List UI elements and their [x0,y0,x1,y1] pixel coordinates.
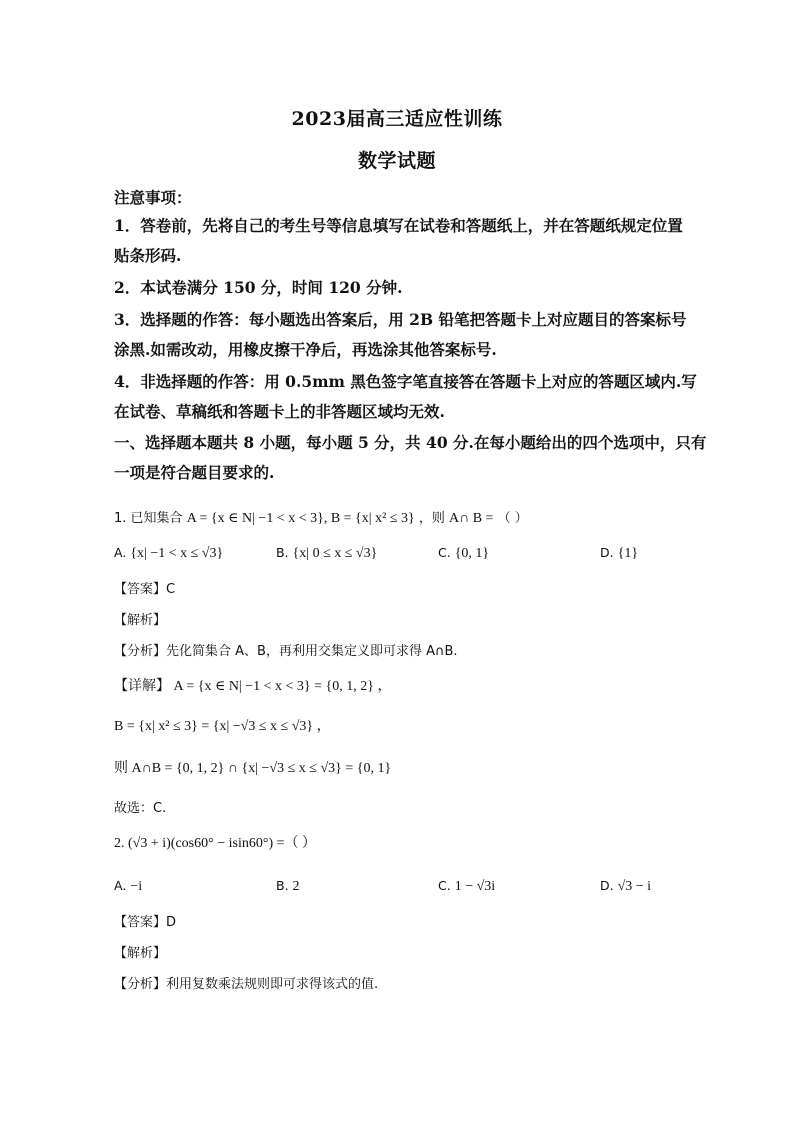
q1-stem-prefix: 1. 已知集合 [114,511,183,526]
q1-option-a: A. {x| −1 < x ≤ √3} [114,545,224,561]
q1-stem-suffix: ，则 [418,511,445,526]
note-4-line-1: 4．非选择题的作答：用 0.5mm 黑色签字笔直接答在答题卡上对应的答题区域内.写 [114,372,697,391]
note-3-line-1: 3．选择题的作答：每小题选出答案后，用 2B 铅笔把答题卡上对应题目的答案标号 [114,310,687,329]
note-2: 2．本试卷满分 150 分，时间 120 分钟. [114,278,403,297]
q2-option-c: C. 1 − √3i [438,878,496,894]
q1-analysis-heading: 【解析】 [114,613,167,628]
q2-option-d: D. √3 − i [600,878,652,894]
q1-option-c: C. {0, 1} [438,545,490,561]
q1-stem-math-2: A∩ B = [448,511,494,526]
q1-analysis: 【分析】先化简集合 A、B，再利用交集定义即可求得 A∩B. [114,644,458,659]
q2-answer: 【答案】D [114,915,177,930]
q1-choose: 故选：C. [114,801,167,816]
q1-answer: 【答案】C [114,582,176,597]
q1-stem-math: A = {x ∈ N| −1 < x < 3}, B = {x| x² ≤ 3} [186,511,415,526]
q1-stem-blank: （ ） [497,511,528,526]
note-4-line-2: 在试卷、草稿纸和答题卡上的非答题区域均无效. [114,402,445,421]
q1-option-b: B. {x| 0 ≤ x ≤ √3} [276,545,378,561]
note-3-line-2: 涂黑.如需改动，用橡皮擦干净后，再选涂其他答案标号. [114,340,497,359]
q2-option-a: A. −i [114,878,143,894]
section-heading-line-2: 一项是符合题目要求的. [114,463,275,482]
q2-stem: 2. (√3 + i)(cos60° − isin60°) =（ ） [114,836,316,851]
page-subtitle: 数学试题 [357,150,436,172]
q2-analysis-heading: 【解析】 [114,946,167,961]
q1-detail-2: B = {x| x² ≤ 3} = {x| −√3 ≤ x ≤ √3} ， [114,719,331,734]
q1-detail-1: 【详解】 A = {x ∈ N| −1 < x < 3} = {0, 1, 2} ， [114,679,392,694]
q1-detail-3: 则 A∩B = {0, 1, 2} ∩ {x| −√3 ≤ x ≤ √3} = {0, 1} [114,761,392,776]
q1-option-d: D. {1} [600,545,639,561]
page-title: 2023届高三适应性训练 [291,108,503,130]
notes-heading: 注意事项： [114,188,192,207]
note-1-line-1: 1．答卷前，先将自己的考生号等信息填写在试卷和答题纸上，并在答题纸规定位置 [114,216,683,235]
section-heading-line-1: 一、选择题本题共 8 小题，每小题 5 分，共 40 分.在每小题给出的四个选项中，只有 [114,433,707,452]
q1-stem [114,510,528,528]
q2-analysis: 【分析】利用复数乘法规则即可求得该式的值. [114,977,379,992]
note-1-line-2: 贴条形码. [114,246,182,265]
q2-option-b: B. 2 [276,878,300,894]
